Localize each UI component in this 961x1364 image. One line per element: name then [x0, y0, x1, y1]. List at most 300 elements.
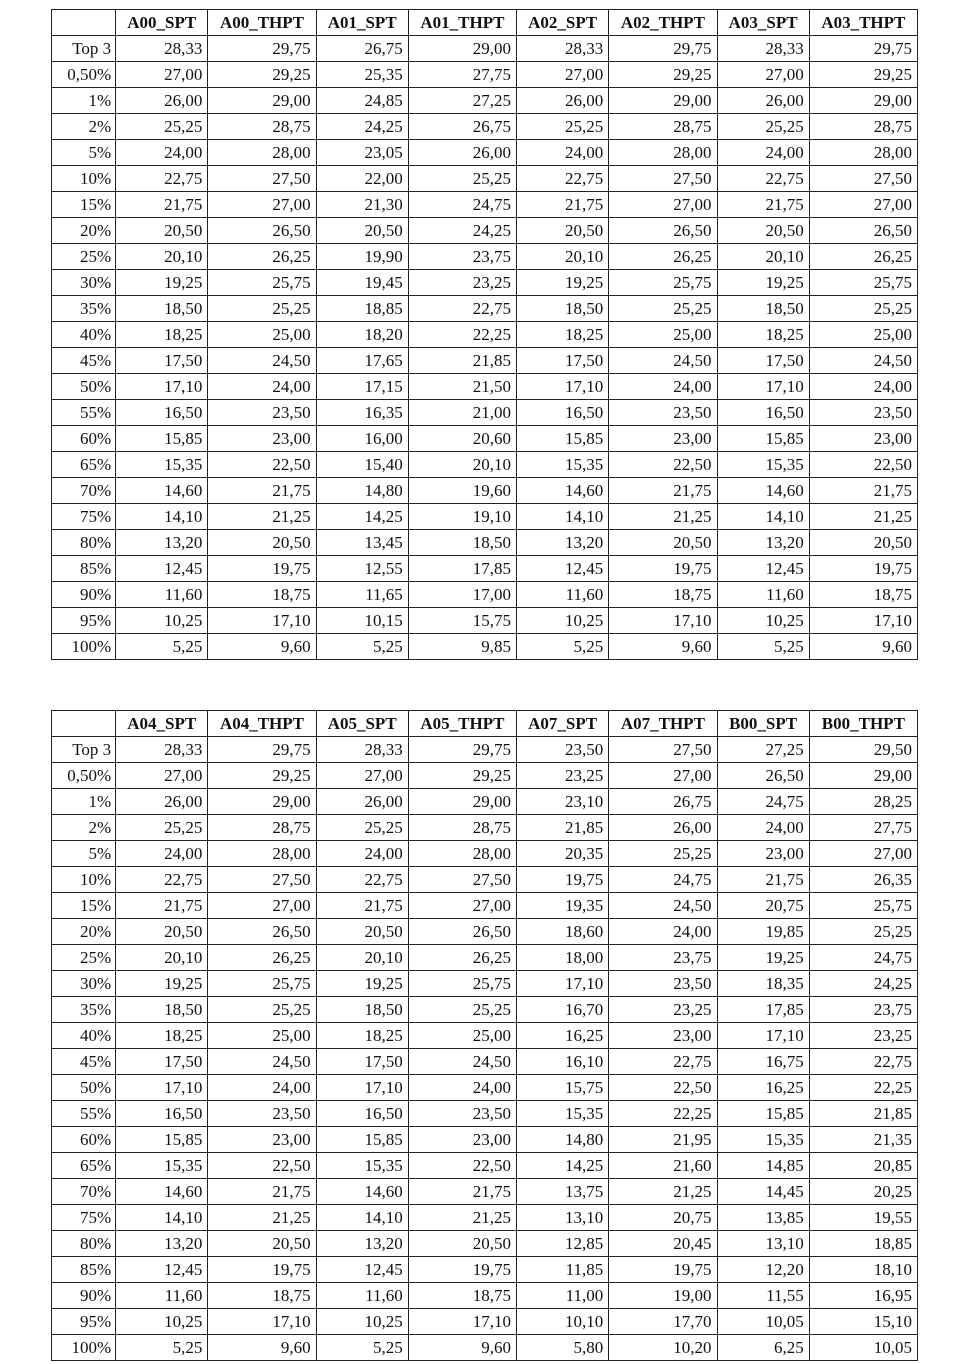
score-cell: 24,00	[116, 841, 208, 867]
score-cell: 14,25	[316, 504, 408, 530]
score-cell: 27,00	[609, 192, 717, 218]
score-cell: 21,75	[208, 1179, 316, 1205]
score-cell: 21,85	[408, 348, 516, 374]
score-cell: 26,25	[809, 244, 917, 270]
score-cell: 5,25	[517, 634, 609, 660]
score-cell: 19,75	[609, 556, 717, 582]
score-cell: 20,50	[208, 1231, 316, 1257]
score-cell: 16,10	[517, 1049, 609, 1075]
score-cell: 26,25	[208, 244, 316, 270]
score-cell: 10,10	[517, 1309, 609, 1335]
row-label: 0,50%	[52, 62, 116, 88]
score-cell: 14,60	[517, 478, 609, 504]
score-cell: 13,45	[316, 530, 408, 556]
score-cell: 27,75	[408, 62, 516, 88]
score-cell: 18,50	[116, 997, 208, 1023]
score-cell: 27,25	[408, 88, 516, 114]
row-label: 55%	[52, 1101, 116, 1127]
score-cell: 9,60	[408, 1335, 516, 1361]
table-row	[52, 893, 918, 919]
row-label: 40%	[52, 1023, 116, 1049]
score-cell: 17,10	[116, 1075, 208, 1101]
score-cell: 22,75	[517, 166, 609, 192]
score-cell: 5,25	[116, 634, 208, 660]
score-cell: 12,20	[717, 1257, 809, 1283]
score-cell: 25,00	[208, 322, 316, 348]
row-label: 5%	[52, 841, 116, 867]
score-cell: 20,25	[809, 1179, 917, 1205]
score-cell: 11,60	[116, 582, 208, 608]
score-cell: 23,75	[809, 997, 917, 1023]
table-row	[52, 244, 918, 270]
row-label: 35%	[52, 997, 116, 1023]
score-cell: 19,55	[809, 1205, 917, 1231]
score-cell: 19,35	[517, 893, 609, 919]
score-cell: 25,75	[809, 893, 917, 919]
row-label: 85%	[52, 1257, 116, 1283]
score-cell: 24,50	[408, 1049, 516, 1075]
score-cell: 24,00	[609, 919, 717, 945]
score-cell: 24,50	[809, 348, 917, 374]
score-cell: 16,00	[316, 426, 408, 452]
score-cell: 26,00	[116, 789, 208, 815]
column-header: A01_SPT	[316, 10, 408, 36]
score-cell: 22,25	[609, 1101, 717, 1127]
row-label: 95%	[52, 608, 116, 634]
row-label: 70%	[52, 478, 116, 504]
row-label: 40%	[52, 322, 116, 348]
score-cell: 14,10	[116, 504, 208, 530]
score-cell: 22,75	[809, 1049, 917, 1075]
score-cell: 23,50	[517, 737, 609, 763]
score-cell: 12,45	[316, 1257, 408, 1283]
score-cell: 21,75	[408, 1179, 516, 1205]
score-cell: 18,50	[517, 296, 609, 322]
score-cell: 27,50	[609, 166, 717, 192]
table-row	[52, 1309, 918, 1335]
score-cell: 26,75	[316, 36, 408, 62]
table-row	[52, 452, 918, 478]
score-cell: 18,75	[208, 582, 316, 608]
table-row	[52, 62, 918, 88]
score-cell: 23,50	[408, 1101, 516, 1127]
score-cell: 14,45	[717, 1179, 809, 1205]
score-cell: 5,25	[316, 1335, 408, 1361]
score-cell: 16,70	[517, 997, 609, 1023]
score-cell: 22,50	[208, 1153, 316, 1179]
score-cell: 14,80	[517, 1127, 609, 1153]
score-cell: 25,25	[408, 997, 516, 1023]
score-cell: 21,75	[517, 192, 609, 218]
table-row	[52, 88, 918, 114]
score-cell: 20,10	[316, 945, 408, 971]
score-cell: 25,25	[116, 815, 208, 841]
score-cell: 24,75	[408, 192, 516, 218]
score-cell: 19,10	[408, 504, 516, 530]
score-cell: 27,25	[717, 737, 809, 763]
score-cell: 22,75	[316, 867, 408, 893]
column-header: A05_SPT	[316, 711, 408, 737]
score-cell: 16,50	[116, 1101, 208, 1127]
score-cell: 20,75	[717, 893, 809, 919]
score-cell: 21,25	[408, 1205, 516, 1231]
row-label: 30%	[52, 971, 116, 997]
table-row	[52, 841, 918, 867]
score-cell: 14,60	[316, 1179, 408, 1205]
table-row	[52, 634, 918, 660]
row-label: 10%	[52, 867, 116, 893]
score-cell: 28,75	[408, 815, 516, 841]
row-label: 5%	[52, 140, 116, 166]
score-cell: 28,25	[809, 789, 917, 815]
score-cell: 25,25	[717, 114, 809, 140]
row-label: 50%	[52, 1075, 116, 1101]
score-cell: 23,50	[609, 971, 717, 997]
score-cell: 28,00	[408, 841, 516, 867]
score-cell: 25,25	[316, 815, 408, 841]
score-cell: 24,00	[717, 815, 809, 841]
column-header: A00_THPT	[208, 10, 316, 36]
table-row	[52, 1231, 918, 1257]
score-cell: 23,50	[208, 400, 316, 426]
score-cell: 27,00	[208, 192, 316, 218]
table-row	[52, 582, 918, 608]
score-cell: 29,75	[609, 36, 717, 62]
score-cell: 27,00	[316, 763, 408, 789]
score-cell: 11,60	[717, 582, 809, 608]
score-cell: 14,25	[517, 1153, 609, 1179]
score-cell: 20,75	[609, 1205, 717, 1231]
score-cell: 16,35	[316, 400, 408, 426]
score-cell: 25,25	[116, 114, 208, 140]
score-cell: 28,33	[316, 737, 408, 763]
score-cell: 17,70	[609, 1309, 717, 1335]
column-header: A01_THPT	[408, 10, 516, 36]
score-cell: 21,75	[809, 478, 917, 504]
row-label: 85%	[52, 556, 116, 582]
score-cell: 23,50	[208, 1101, 316, 1127]
table-row	[52, 374, 918, 400]
column-header: A05_THPT	[408, 711, 516, 737]
score-cell: 23,05	[316, 140, 408, 166]
score-cell: 25,25	[609, 841, 717, 867]
score-cell: 24,75	[609, 867, 717, 893]
score-cell: 9,60	[208, 1335, 316, 1361]
score-cell: 21,30	[316, 192, 408, 218]
score-cell: 23,75	[609, 945, 717, 971]
score-cell: 18,85	[809, 1231, 917, 1257]
score-cell: 20,50	[116, 218, 208, 244]
score-cell: 25,00	[609, 322, 717, 348]
table-row	[52, 556, 918, 582]
score-cell: 15,85	[316, 1127, 408, 1153]
score-cell: 26,50	[609, 218, 717, 244]
score-cell: 24,50	[208, 348, 316, 374]
table-row	[52, 530, 918, 556]
score-cell: 18,50	[408, 530, 516, 556]
score-cell: 28,00	[609, 140, 717, 166]
score-cell: 29,25	[408, 763, 516, 789]
score-cell: 21,85	[517, 815, 609, 841]
header-row	[52, 711, 918, 737]
score-cell: 13,85	[717, 1205, 809, 1231]
score-cell: 20,50	[517, 218, 609, 244]
score-cell: 23,25	[517, 763, 609, 789]
score-cell: 15,85	[116, 426, 208, 452]
score-cell: 17,00	[408, 582, 516, 608]
score-cell: 28,00	[208, 841, 316, 867]
score-cell: 19,75	[609, 1257, 717, 1283]
score-cell: 19,00	[609, 1283, 717, 1309]
score-cell: 23,00	[809, 426, 917, 452]
table-row	[52, 789, 918, 815]
score-cell: 19,60	[408, 478, 516, 504]
score-cell: 11,60	[316, 1283, 408, 1309]
row-label: 90%	[52, 1283, 116, 1309]
table-header	[52, 10, 918, 36]
score-cell: 11,55	[717, 1283, 809, 1309]
score-cell: 17,10	[717, 1023, 809, 1049]
score-cell: 14,60	[116, 478, 208, 504]
score-cell: 18,85	[316, 296, 408, 322]
score-cell: 28,75	[208, 114, 316, 140]
score-cell: 26,75	[408, 114, 516, 140]
table-row	[52, 348, 918, 374]
score-cell: 24,00	[408, 1075, 516, 1101]
score-cell: 26,50	[717, 763, 809, 789]
score-cell: 27,50	[609, 737, 717, 763]
table-row	[52, 322, 918, 348]
score-cell: 15,35	[717, 1127, 809, 1153]
score-cell: 27,00	[116, 62, 208, 88]
score-cell: 25,25	[408, 166, 516, 192]
score-cell: 5,25	[316, 634, 408, 660]
score-cell: 24,00	[208, 374, 316, 400]
table-row	[52, 997, 918, 1023]
score-cell: 17,10	[517, 971, 609, 997]
score-cell: 19,25	[116, 270, 208, 296]
score-cell: 18,00	[517, 945, 609, 971]
score-cell: 24,25	[408, 218, 516, 244]
score-cell: 19,85	[717, 919, 809, 945]
score-cell: 23,00	[208, 1127, 316, 1153]
row-label: 90%	[52, 582, 116, 608]
score-cell: 24,25	[316, 114, 408, 140]
score-cell: 25,75	[609, 270, 717, 296]
score-cell: 15,35	[316, 1153, 408, 1179]
score-cell: 9,60	[208, 634, 316, 660]
table-row	[52, 192, 918, 218]
table-row	[52, 270, 918, 296]
table-row	[52, 1049, 918, 1075]
header-row	[52, 10, 918, 36]
row-label: Top 3	[52, 737, 116, 763]
score-cell: 25,25	[809, 919, 917, 945]
score-cell: 25,75	[408, 971, 516, 997]
score-cell: 15,85	[116, 1127, 208, 1153]
score-cell: 10,25	[316, 1309, 408, 1335]
score-cell: 26,50	[408, 919, 516, 945]
score-cell: 24,00	[609, 374, 717, 400]
table-row	[52, 919, 918, 945]
table-row	[52, 945, 918, 971]
score-cell: 28,75	[208, 815, 316, 841]
score-cell: 9,60	[809, 634, 917, 660]
table-row	[52, 140, 918, 166]
score-cell: 19,25	[316, 971, 408, 997]
score-cell: 28,00	[809, 140, 917, 166]
score-cell: 25,00	[408, 1023, 516, 1049]
column-header: A02_THPT	[609, 10, 717, 36]
score-cell: 11,85	[517, 1257, 609, 1283]
score-cell: 10,25	[116, 608, 208, 634]
score-cell: 10,15	[316, 608, 408, 634]
row-label: 1%	[52, 88, 116, 114]
score-cell: 21,25	[809, 504, 917, 530]
score-cell: 24,00	[208, 1075, 316, 1101]
score-cell: 27,50	[809, 166, 917, 192]
score-cell: 26,00	[408, 140, 516, 166]
table-row	[52, 608, 918, 634]
score-cell: 29,00	[408, 789, 516, 815]
score-cell: 29,75	[208, 737, 316, 763]
table-row	[52, 971, 918, 997]
score-cell: 29,00	[408, 36, 516, 62]
row-label: 15%	[52, 192, 116, 218]
score-cell: 17,50	[116, 348, 208, 374]
score-cell: 26,00	[316, 789, 408, 815]
score-cell: 23,75	[408, 244, 516, 270]
score-cell: 17,10	[316, 1075, 408, 1101]
score-cell: 26,00	[717, 88, 809, 114]
score-cell: 20,50	[717, 218, 809, 244]
score-cell: 18,50	[116, 296, 208, 322]
score-cell: 19,25	[517, 270, 609, 296]
score-cell: 14,10	[116, 1205, 208, 1231]
score-cell: 17,10	[208, 608, 316, 634]
score-cell: 10,05	[717, 1309, 809, 1335]
row-label: 45%	[52, 348, 116, 374]
score-cell: 23,25	[408, 270, 516, 296]
score-cell: 17,15	[316, 374, 408, 400]
score-cell: 18,60	[517, 919, 609, 945]
score-cell: 26,00	[609, 815, 717, 841]
score-cell: 15,75	[517, 1075, 609, 1101]
score-cell: 27,00	[517, 62, 609, 88]
row-label: 2%	[52, 815, 116, 841]
score-cell: 13,20	[517, 530, 609, 556]
column-header: A04_THPT	[208, 711, 316, 737]
row-label: 75%	[52, 1205, 116, 1231]
score-cell: 26,25	[609, 244, 717, 270]
score-cell: 16,50	[116, 400, 208, 426]
row-label: 80%	[52, 1231, 116, 1257]
score-cell: 13,20	[116, 1231, 208, 1257]
score-cell: 27,00	[208, 893, 316, 919]
score-cell: 18,35	[717, 971, 809, 997]
score-cell: 25,75	[809, 270, 917, 296]
score-cell: 10,25	[517, 608, 609, 634]
score-cell: 24,00	[116, 140, 208, 166]
table-row	[52, 1205, 918, 1231]
score-cell: 17,50	[517, 348, 609, 374]
score-cell: 12,45	[517, 556, 609, 582]
score-cell: 17,65	[316, 348, 408, 374]
score-cell: 29,25	[208, 763, 316, 789]
score-cell: 17,50	[116, 1049, 208, 1075]
score-cell: 19,75	[809, 556, 917, 582]
score-cell: 21,75	[717, 192, 809, 218]
score-cell: 16,25	[717, 1075, 809, 1101]
score-cell: 20,50	[609, 530, 717, 556]
score-cell: 20,45	[609, 1231, 717, 1257]
score-cell: 10,20	[609, 1335, 717, 1361]
score-cell: 21,35	[809, 1127, 917, 1153]
score-cell: 18,10	[809, 1257, 917, 1283]
table-row	[52, 504, 918, 530]
score-cell: 27,00	[809, 841, 917, 867]
score-cell: 27,00	[609, 763, 717, 789]
score-cell: 15,40	[316, 452, 408, 478]
score-cell: 21,25	[609, 1179, 717, 1205]
score-cell: 15,85	[717, 426, 809, 452]
column-header: B00_SPT	[717, 711, 809, 737]
table-row	[52, 1127, 918, 1153]
score-cell: 26,50	[208, 218, 316, 244]
score-cell: 22,75	[116, 867, 208, 893]
row-label: 65%	[52, 1153, 116, 1179]
table-row	[52, 166, 918, 192]
score-cell: 11,65	[316, 582, 408, 608]
score-cell: 15,35	[717, 452, 809, 478]
score-cell: 29,75	[208, 36, 316, 62]
score-cell: 22,75	[609, 1049, 717, 1075]
table-row	[52, 1257, 918, 1283]
column-header: A04_SPT	[116, 711, 208, 737]
score-cell: 22,25	[408, 322, 516, 348]
score-cell: 20,10	[116, 945, 208, 971]
score-cell: 21,75	[717, 867, 809, 893]
score-cell: 10,25	[116, 1309, 208, 1335]
row-label: 15%	[52, 893, 116, 919]
row-label: 50%	[52, 374, 116, 400]
score-cell: 29,00	[208, 789, 316, 815]
score-cell: 23,25	[609, 997, 717, 1023]
score-cell: 27,00	[717, 62, 809, 88]
score-cell: 18,75	[609, 582, 717, 608]
score-cell: 21,85	[809, 1101, 917, 1127]
score-cell: 29,25	[609, 62, 717, 88]
table-row	[52, 1179, 918, 1205]
score-cell: 18,75	[408, 1283, 516, 1309]
row-label: 25%	[52, 244, 116, 270]
score-cell: 18,25	[717, 322, 809, 348]
score-cell: 23,00	[717, 841, 809, 867]
score-cell: 27,00	[809, 192, 917, 218]
row-label: 0,50%	[52, 763, 116, 789]
score-cell: 16,95	[809, 1283, 917, 1309]
score-cell: 19,75	[408, 1257, 516, 1283]
score-cell: 27,00	[116, 763, 208, 789]
score-cell: 27,00	[408, 893, 516, 919]
table-row	[52, 478, 918, 504]
score-cell: 25,25	[208, 997, 316, 1023]
row-label: 45%	[52, 1049, 116, 1075]
score-cell: 12,45	[116, 556, 208, 582]
row-label: 25%	[52, 945, 116, 971]
score-cell: 17,50	[316, 1049, 408, 1075]
score-cell: 14,10	[517, 504, 609, 530]
